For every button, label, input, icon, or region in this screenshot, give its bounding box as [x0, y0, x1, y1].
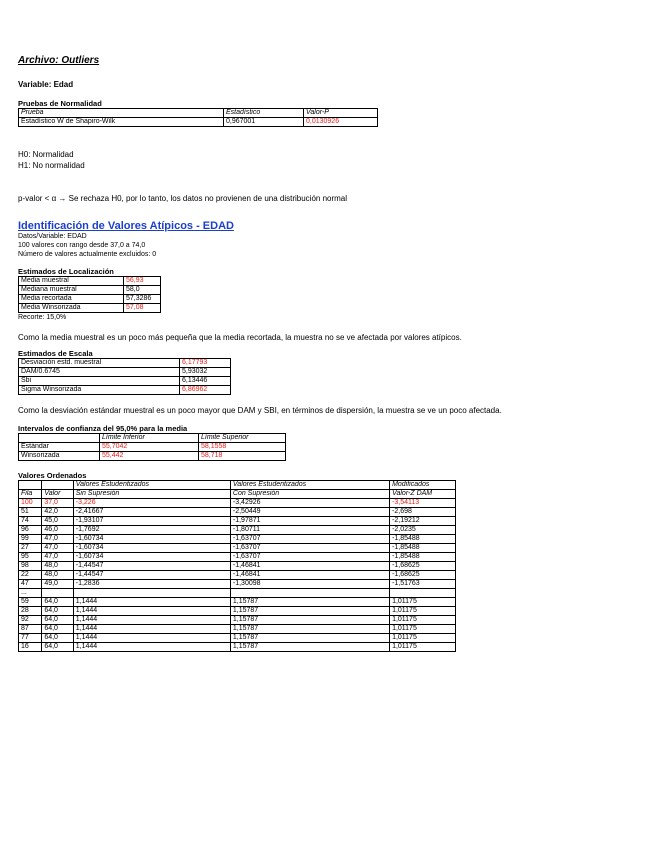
ordenados-cell: -1,93107	[73, 517, 230, 526]
ordenados-cell: 1,01175	[390, 643, 456, 652]
variable-label: Variable: Edad	[18, 80, 74, 89]
ordenados-header-row	[19, 490, 456, 499]
ordenados-cell: 1,1444	[73, 643, 230, 652]
ordenados-row	[19, 562, 456, 571]
ordenados-cell: 1,1444	[73, 607, 230, 616]
ordenados-cell: 59	[19, 598, 42, 607]
ordenados-cell: -1,85488	[390, 544, 456, 553]
intervalos-header-row	[19, 434, 286, 443]
ordenados-table	[18, 480, 456, 652]
ordenados-cell: 28	[19, 607, 42, 616]
localizacion-row	[19, 295, 161, 304]
localizacion-row	[19, 277, 161, 286]
ordenados-header: Valores Estudentizados	[230, 481, 389, 490]
ordenados-row	[19, 598, 456, 607]
escala-label: Sigma Winsorizada	[19, 386, 180, 395]
ordenados-cell	[230, 589, 389, 598]
ordenados-header: Valores Estudentizados	[73, 481, 230, 490]
escala-label: Sbi	[19, 377, 180, 386]
archivo-title: Archivo: Outliers	[18, 55, 100, 66]
localizacion-table	[18, 276, 161, 313]
localizacion-heading: Estimados de Localización	[18, 267, 114, 276]
escala-label: Desviación estd. muestral	[19, 359, 180, 368]
ordenados-header: Modificados	[390, 481, 456, 490]
ordenados-cell: 1,1444	[73, 616, 230, 625]
comentario-media: Como la media muestral es un poco más pequeña que la media recortada, la muestra no se ve afectada por valores atípicos.	[18, 333, 462, 342]
ordenados-cell: 64,0	[42, 634, 73, 643]
normalidad-table	[18, 108, 378, 127]
ordenados-cell: 95	[19, 553, 42, 562]
ordenados-cell: 27	[19, 544, 42, 553]
ordenados-cell: -1,44547	[73, 562, 230, 571]
ordenados-ellipsis-row	[19, 589, 456, 598]
ordenados-cell: 64,0	[42, 607, 73, 616]
ordenados-row	[19, 508, 456, 517]
ordenados-header: Fila	[19, 490, 42, 499]
ordenados-cell: -1,63707	[230, 544, 389, 553]
ordenados-cell: -2,41667	[73, 508, 230, 517]
ordenados-cell: 1,15787	[230, 643, 389, 652]
normalidad-header: Prueba	[19, 109, 224, 118]
ordenados-cell: -1,97871	[230, 517, 389, 526]
ordenados-cell: 47,0	[42, 544, 73, 553]
ordenados-cell: -1,68625	[390, 571, 456, 580]
ordenados-row	[19, 607, 456, 616]
atipicos-line: 100 valores con rango desde 37,0 a 74,0	[18, 242, 146, 249]
ordenados-cell: 1,01175	[390, 607, 456, 616]
ordenados-cell: -1,80711	[230, 526, 389, 535]
ordenados-cell: 1,15787	[230, 616, 389, 625]
escala-label: DAM/0.6745	[19, 368, 180, 377]
ordenados-cell: 48,0	[42, 571, 73, 580]
ordenados-cell: 87	[19, 625, 42, 634]
ordenados-cell: 51	[19, 508, 42, 517]
localizacion-label: Media recortada	[19, 295, 124, 304]
ordenados-cell: -1,7692	[73, 526, 230, 535]
escala-heading: Estimados de Escala	[18, 349, 93, 358]
escala-value: 6,13446	[180, 377, 231, 386]
ordenados-cell: -2,698	[390, 508, 456, 517]
intervalos-label: Winsorizada	[19, 452, 100, 461]
normalidad-heading: Pruebas de Normalidad	[18, 99, 102, 108]
ordenados-cell: 22	[19, 571, 42, 580]
ordenados-row	[19, 526, 456, 535]
ordenados-row	[19, 499, 456, 508]
ordenados-row	[19, 580, 456, 589]
ordenados-cell: 1,15787	[230, 598, 389, 607]
ordenados-ellipsis: ...	[19, 589, 42, 598]
ordenados-cell: 64,0	[42, 616, 73, 625]
ordenados-cell: 64,0	[42, 598, 73, 607]
intervalos-value: 55,442	[100, 452, 199, 461]
ordenados-cell: -1,85488	[390, 553, 456, 562]
ordenados-cell: -1,46841	[230, 562, 389, 571]
ordenados-cell: 77	[19, 634, 42, 643]
intervalos-header: Límite Superior	[199, 434, 286, 443]
ordenados-cell: 45,0	[42, 517, 73, 526]
ordenados-header-row	[19, 481, 456, 490]
ordenados-cell: 64,0	[42, 625, 73, 634]
ordenados-cell: 42,0	[42, 508, 73, 517]
normalidad-header: Estadístico	[224, 109, 304, 118]
ordenados-row	[19, 634, 456, 643]
localizacion-value: 58,0	[124, 286, 161, 295]
intervalos-value: 58,1558	[199, 443, 286, 452]
ordenados-row	[19, 643, 456, 652]
ordenados-cell: -1,60734	[73, 544, 230, 553]
ordenados-header: Valor	[42, 490, 73, 499]
intervalos-row	[19, 443, 286, 452]
escala-value: 6,17793	[180, 359, 231, 368]
ordenados-cell: -3,226	[73, 499, 230, 508]
ordenados-cell: -1,85488	[390, 535, 456, 544]
ordenados-cell: 37,0	[42, 499, 73, 508]
ordenados-cell: -1,60734	[73, 553, 230, 562]
ordenados-cell: -1,60734	[73, 535, 230, 544]
comentario-escala: Como la desviación estándar muestral es un poco mayor que DAM y SBI, en términos de dispersión, la muestra se ve un poco afectada.	[18, 406, 502, 415]
ordenados-cell: -1,30098	[230, 580, 389, 589]
normalidad-cell: 0,0130926	[304, 118, 378, 127]
normalidad-header: Valor-P	[304, 109, 378, 118]
ordenados-cell: -1,68625	[390, 562, 456, 571]
ordenados-cell: 46,0	[42, 526, 73, 535]
ordenados-cell: 47,0	[42, 553, 73, 562]
ordenados-cell: 1,1444	[73, 625, 230, 634]
ordenados-cell	[42, 589, 73, 598]
ordenados-row	[19, 544, 456, 553]
ordenados-cell: 1,15787	[230, 625, 389, 634]
ordenados-cell: 47,0	[42, 535, 73, 544]
ordenados-row	[19, 553, 456, 562]
ordenados-cell: -1,63707	[230, 535, 389, 544]
ordenados-row	[19, 625, 456, 634]
ordenados-cell: 1,15787	[230, 607, 389, 616]
localizacion-value: 56,93	[124, 277, 161, 286]
ordenados-cell: 47	[19, 580, 42, 589]
escala-row	[19, 368, 231, 377]
intervalos-value: 58,718	[199, 452, 286, 461]
ordenados-row	[19, 571, 456, 580]
ordenados-cell: 1,01175	[390, 634, 456, 643]
ordenados-header: Sin Supresión	[73, 490, 230, 499]
h1-text: H1: No normalidad	[18, 161, 85, 170]
ordenados-cell: 1,15787	[230, 634, 389, 643]
escala-row	[19, 386, 231, 395]
ordenados-cell: 16	[19, 643, 42, 652]
ordenados-cell: -1,51763	[390, 580, 456, 589]
normalidad-conclusion: p-valor < α → Se rechaza H0, por lo tanto, los datos no provienen de una distribución normal	[18, 194, 348, 203]
escala-value: 5,93032	[180, 368, 231, 377]
intervalos-label: Estándar	[19, 443, 100, 452]
ordenados-cell: 92	[19, 616, 42, 625]
localizacion-label: Media Winsorizada	[19, 304, 124, 313]
intervalos-table	[18, 433, 286, 461]
localizacion-row	[19, 286, 161, 295]
localizacion-row	[19, 304, 161, 313]
ordenados-cell: 1,1444	[73, 634, 230, 643]
normalidad-cell: Estadístico W de Shapiro-Wilk	[19, 118, 224, 127]
escala-value: 6,86962	[180, 386, 231, 395]
ordenados-header: Con Supresión	[230, 490, 389, 499]
ordenados-cell: -3,42926	[230, 499, 389, 508]
ordenados-row	[19, 616, 456, 625]
localizacion-label: Mediana muestral	[19, 286, 124, 295]
ordenados-header: Valor-Z DAM	[390, 490, 456, 499]
atipicos-line: Número de valores actualmente excluidos: 0	[18, 251, 157, 258]
intervalos-row	[19, 452, 286, 461]
ordenados-cell: 1,01175	[390, 616, 456, 625]
recorte-text: Recorte: 15,0%	[18, 314, 67, 321]
report-page	[18, 55, 638, 652]
ordenados-cell: 96	[19, 526, 42, 535]
ordenados-row	[19, 535, 456, 544]
ordenados-cell: -2,0235	[390, 526, 456, 535]
ordenados-header	[42, 481, 73, 490]
ordenados-cell: 1,01175	[390, 625, 456, 634]
intervalos-header	[19, 434, 100, 443]
ordenados-cell: -2,19212	[390, 517, 456, 526]
atipicos-line: Datos/Variable: EDAD	[18, 233, 87, 240]
ordenados-cell: 49,0	[42, 580, 73, 589]
ordenados-cell: 99	[19, 535, 42, 544]
ordenados-cell: 1,01175	[390, 598, 456, 607]
normalidad-cell: 0,967001	[224, 118, 304, 127]
h0-text: H0: Normalidad	[18, 150, 74, 159]
intervalos-header: Límite Inferior	[100, 434, 199, 443]
ordenados-cell: -3,54113	[390, 499, 456, 508]
localizacion-value: 57,3286	[124, 295, 161, 304]
ordenados-cell: -1,46841	[230, 571, 389, 580]
localizacion-label: Media muestral	[19, 277, 124, 286]
ordenados-cell: 74	[19, 517, 42, 526]
ordenados-cell	[390, 589, 456, 598]
escala-table	[18, 358, 231, 395]
ordenados-cell: 1,1444	[73, 598, 230, 607]
ordenados-cell: -2,50449	[230, 508, 389, 517]
ordenados-heading: Valores Ordenados	[18, 471, 87, 480]
escala-row	[19, 359, 231, 368]
ordenados-cell: 48,0	[42, 562, 73, 571]
localizacion-value: 57,08	[124, 304, 161, 313]
ordenados-cell: -1,63707	[230, 553, 389, 562]
atipicos-title: Identificación de Valores Atípicos - EDAD	[18, 220, 234, 232]
ordenados-cell	[73, 589, 230, 598]
ordenados-header	[19, 481, 42, 490]
intervalos-heading: Intervalos de confianza del 95,0% para la media	[18, 424, 188, 433]
intervalos-value: 55,7042	[100, 443, 199, 452]
ordenados-cell: 64,0	[42, 643, 73, 652]
ordenados-cell: 100	[19, 499, 42, 508]
ordenados-cell: -1,2836	[73, 580, 230, 589]
ordenados-cell: 98	[19, 562, 42, 571]
escala-row	[19, 377, 231, 386]
ordenados-row	[19, 517, 456, 526]
ordenados-cell: -1,44547	[73, 571, 230, 580]
